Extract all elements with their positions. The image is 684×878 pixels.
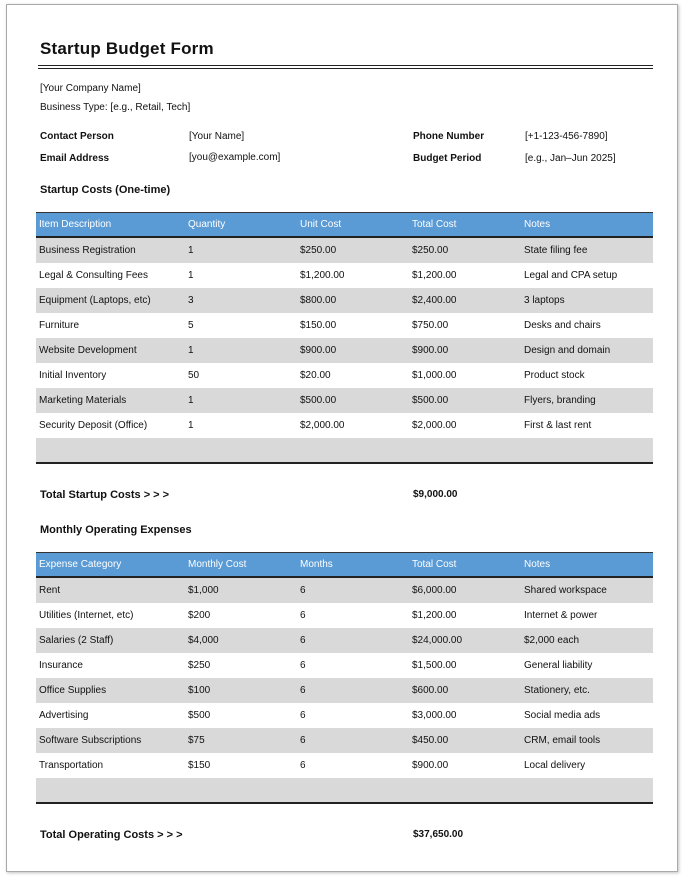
table-cell[interactable]: $4,000 xyxy=(185,628,297,653)
table-cell[interactable] xyxy=(185,438,297,463)
table-cell[interactable]: 6 xyxy=(297,728,409,753)
column-header: Total Cost xyxy=(409,553,521,578)
table-cell[interactable] xyxy=(409,778,521,803)
table-cell[interactable]: Shared workspace xyxy=(521,577,653,603)
table-row xyxy=(36,263,653,288)
table-cell[interactable]: Security Deposit (Office) xyxy=(36,413,185,438)
table-row xyxy=(36,313,653,338)
table-cell[interactable]: $1,200.00 xyxy=(409,263,521,288)
table-cell[interactable]: $1,200.00 xyxy=(409,603,521,628)
table-cell[interactable] xyxy=(185,778,297,803)
phone-number-label: Phone Number xyxy=(413,131,485,142)
table-cell[interactable]: 3 laptops xyxy=(521,288,653,313)
table-cell[interactable]: $20.00 xyxy=(297,363,409,388)
table-cell[interactable]: $800.00 xyxy=(297,288,409,313)
table-cell[interactable]: Utilities (Internet, etc) xyxy=(36,603,185,628)
table-row xyxy=(36,388,653,413)
table-row xyxy=(36,728,653,753)
table-row xyxy=(36,753,653,778)
table-cell[interactable]: Furniture xyxy=(36,313,185,338)
table-cell[interactable]: $500.00 xyxy=(409,388,521,413)
table-cell[interactable]: 6 xyxy=(297,703,409,728)
table-cell[interactable]: $500.00 xyxy=(297,388,409,413)
table-row xyxy=(36,678,653,703)
total-operating-costs-value: $37,650.00 xyxy=(413,829,464,840)
table-row xyxy=(36,413,653,438)
table-cell[interactable]: Software Subscriptions xyxy=(36,728,185,753)
table-cell[interactable]: Legal & Consulting Fees xyxy=(36,263,185,288)
table-cell[interactable]: $450.00 xyxy=(409,728,521,753)
table-cell[interactable]: Marketing Materials xyxy=(36,388,185,413)
table-cell[interactable]: 6 xyxy=(297,628,409,653)
column-header: Notes xyxy=(521,213,653,238)
table-cell[interactable] xyxy=(409,438,521,463)
column-header: Total Cost xyxy=(409,213,521,238)
contact-person-label: Contact Person xyxy=(40,131,114,142)
table-cell[interactable]: Flyers, branding xyxy=(521,388,653,413)
table-cell[interactable]: 6 xyxy=(297,678,409,703)
table-cell[interactable]: $2,000.00 xyxy=(297,413,409,438)
table-cell[interactable]: Design and domain xyxy=(521,338,653,363)
table-cell[interactable]: 1 xyxy=(185,388,297,413)
table-cell[interactable]: $600.00 xyxy=(409,678,521,703)
startup-costs-table xyxy=(36,212,653,464)
table-row xyxy=(36,653,653,678)
table-cell[interactable]: Salaries (2 Staff) xyxy=(36,628,185,653)
empty-table-row xyxy=(36,778,653,803)
table-row xyxy=(36,577,653,603)
table-cell[interactable]: $150 xyxy=(185,753,297,778)
table-cell[interactable] xyxy=(36,778,185,803)
total-operating-costs-label: Total Operating Costs > > > xyxy=(40,829,183,841)
table-row xyxy=(36,703,653,728)
table-cell[interactable]: $6,000.00 xyxy=(409,577,521,603)
table-cell[interactable]: $200 xyxy=(185,603,297,628)
document-page xyxy=(6,4,678,872)
table-cell[interactable]: $750.00 xyxy=(409,313,521,338)
table-cell[interactable]: $1,200.00 xyxy=(297,263,409,288)
table-cell[interactable]: $900.00 xyxy=(409,753,521,778)
table-cell[interactable]: Product stock xyxy=(521,363,653,388)
monthly-expenses-heading: Monthly Operating Expenses xyxy=(40,524,192,536)
table-row xyxy=(36,338,653,363)
table-cell[interactable] xyxy=(297,778,409,803)
table-cell[interactable]: Transportation xyxy=(36,753,185,778)
table-cell[interactable]: 1 xyxy=(185,263,297,288)
table-row xyxy=(36,603,653,628)
table-cell[interactable]: $100 xyxy=(185,678,297,703)
table-cell[interactable]: Local delivery xyxy=(521,753,653,778)
table-cell[interactable]: $2,000 each xyxy=(521,628,653,653)
title-underline xyxy=(38,65,653,69)
table-cell[interactable]: First & last rent xyxy=(521,413,653,438)
empty-table-row xyxy=(36,438,653,463)
table-cell[interactable]: $500 xyxy=(185,703,297,728)
table-row xyxy=(36,288,653,313)
total-startup-costs-value: $9,000.00 xyxy=(413,489,458,500)
table-cell[interactable]: $1,500.00 xyxy=(409,653,521,678)
table-cell[interactable]: 6 xyxy=(297,753,409,778)
table-cell[interactable]: Office Supplies xyxy=(36,678,185,703)
column-header: Months xyxy=(297,553,409,578)
column-header: Item Description xyxy=(36,213,185,238)
table-cell[interactable]: Rent xyxy=(36,577,185,603)
form-title: Startup Budget Form xyxy=(40,39,214,58)
table-cell[interactable]: 1 xyxy=(185,338,297,363)
table-cell[interactable] xyxy=(521,778,653,803)
column-header: Monthly Cost xyxy=(185,553,297,578)
table-cell[interactable]: 6 xyxy=(297,653,409,678)
table-cell[interactable]: State filing fee xyxy=(521,237,653,263)
table-cell[interactable]: $250 xyxy=(185,653,297,678)
budget-period-value[interactable]: [e.g., Jan–Jun 2025] xyxy=(525,153,616,164)
budget-period-label: Budget Period xyxy=(413,153,482,164)
table-cell[interactable]: CRM, email tools xyxy=(521,728,653,753)
table-cell[interactable]: 1 xyxy=(185,413,297,438)
monthly-expenses-table xyxy=(36,552,653,804)
table-cell[interactable]: $900.00 xyxy=(297,338,409,363)
total-startup-costs-label: Total Startup Costs > > > xyxy=(40,489,170,501)
table-cell[interactable]: General liability xyxy=(521,653,653,678)
table-cell[interactable]: Advertising xyxy=(36,703,185,728)
table-cell[interactable]: 6 xyxy=(297,603,409,628)
table-cell[interactable]: Stationery, etc. xyxy=(521,678,653,703)
startup-costs-heading: Startup Costs (One-time) xyxy=(40,184,171,196)
table-cell[interactable]: 6 xyxy=(297,577,409,603)
table-cell[interactable]: $24,000.00 xyxy=(409,628,521,653)
table-cell[interactable] xyxy=(36,438,185,463)
column-header: Expense Category xyxy=(36,553,185,578)
table-row xyxy=(36,237,653,263)
company-name[interactable]: [Your Company Name] xyxy=(40,83,141,94)
table-cell[interactable]: 1 xyxy=(185,237,297,263)
table-cell[interactable]: Internet & power xyxy=(521,603,653,628)
column-header: Notes xyxy=(521,553,653,578)
table-cell[interactable]: $2,000.00 xyxy=(409,413,521,438)
table-cell[interactable]: Desks and chairs xyxy=(521,313,653,338)
table-cell[interactable]: Business Registration xyxy=(36,237,185,263)
table-cell[interactable]: Website Development xyxy=(36,338,185,363)
table-cell[interactable]: $2,400.00 xyxy=(409,288,521,313)
table-cell[interactable] xyxy=(521,438,653,463)
table-cell[interactable]: Social media ads xyxy=(521,703,653,728)
table-cell[interactable]: $900.00 xyxy=(409,338,521,363)
table-cell[interactable]: $150.00 xyxy=(297,313,409,338)
table-cell[interactable]: Insurance xyxy=(36,653,185,678)
email-address-value[interactable]: [you@example.com] xyxy=(189,152,281,163)
table-cell[interactable]: $3,000.00 xyxy=(409,703,521,728)
table-cell[interactable]: 3 xyxy=(185,288,297,313)
table-row xyxy=(36,363,653,388)
phone-number-value[interactable]: [+1-123-456-7890] xyxy=(525,131,608,142)
table-cell[interactable]: Legal and CPA setup xyxy=(521,263,653,288)
table-cell[interactable]: 5 xyxy=(185,313,297,338)
table-cell[interactable]: $250.00 xyxy=(409,237,521,263)
table-cell[interactable]: $250.00 xyxy=(297,237,409,263)
email-address-label: Email Address xyxy=(40,153,110,164)
table-cell[interactable]: Equipment (Laptops, etc) xyxy=(36,288,185,313)
table-cell[interactable]: $75 xyxy=(185,728,297,753)
table-cell[interactable]: Initial Inventory xyxy=(36,363,185,388)
business-type[interactable]: Business Type: [e.g., Retail, Tech] xyxy=(40,102,191,113)
contact-person-value[interactable]: [Your Name] xyxy=(189,131,245,142)
table-cell[interactable]: $1,000.00 xyxy=(409,363,521,388)
table-cell[interactable]: $1,000 xyxy=(185,577,297,603)
table-cell[interactable]: 50 xyxy=(185,363,297,388)
column-header: Unit Cost xyxy=(297,213,409,238)
column-header: Quantity xyxy=(185,213,297,238)
table-cell[interactable] xyxy=(297,438,409,463)
table-row xyxy=(36,628,653,653)
